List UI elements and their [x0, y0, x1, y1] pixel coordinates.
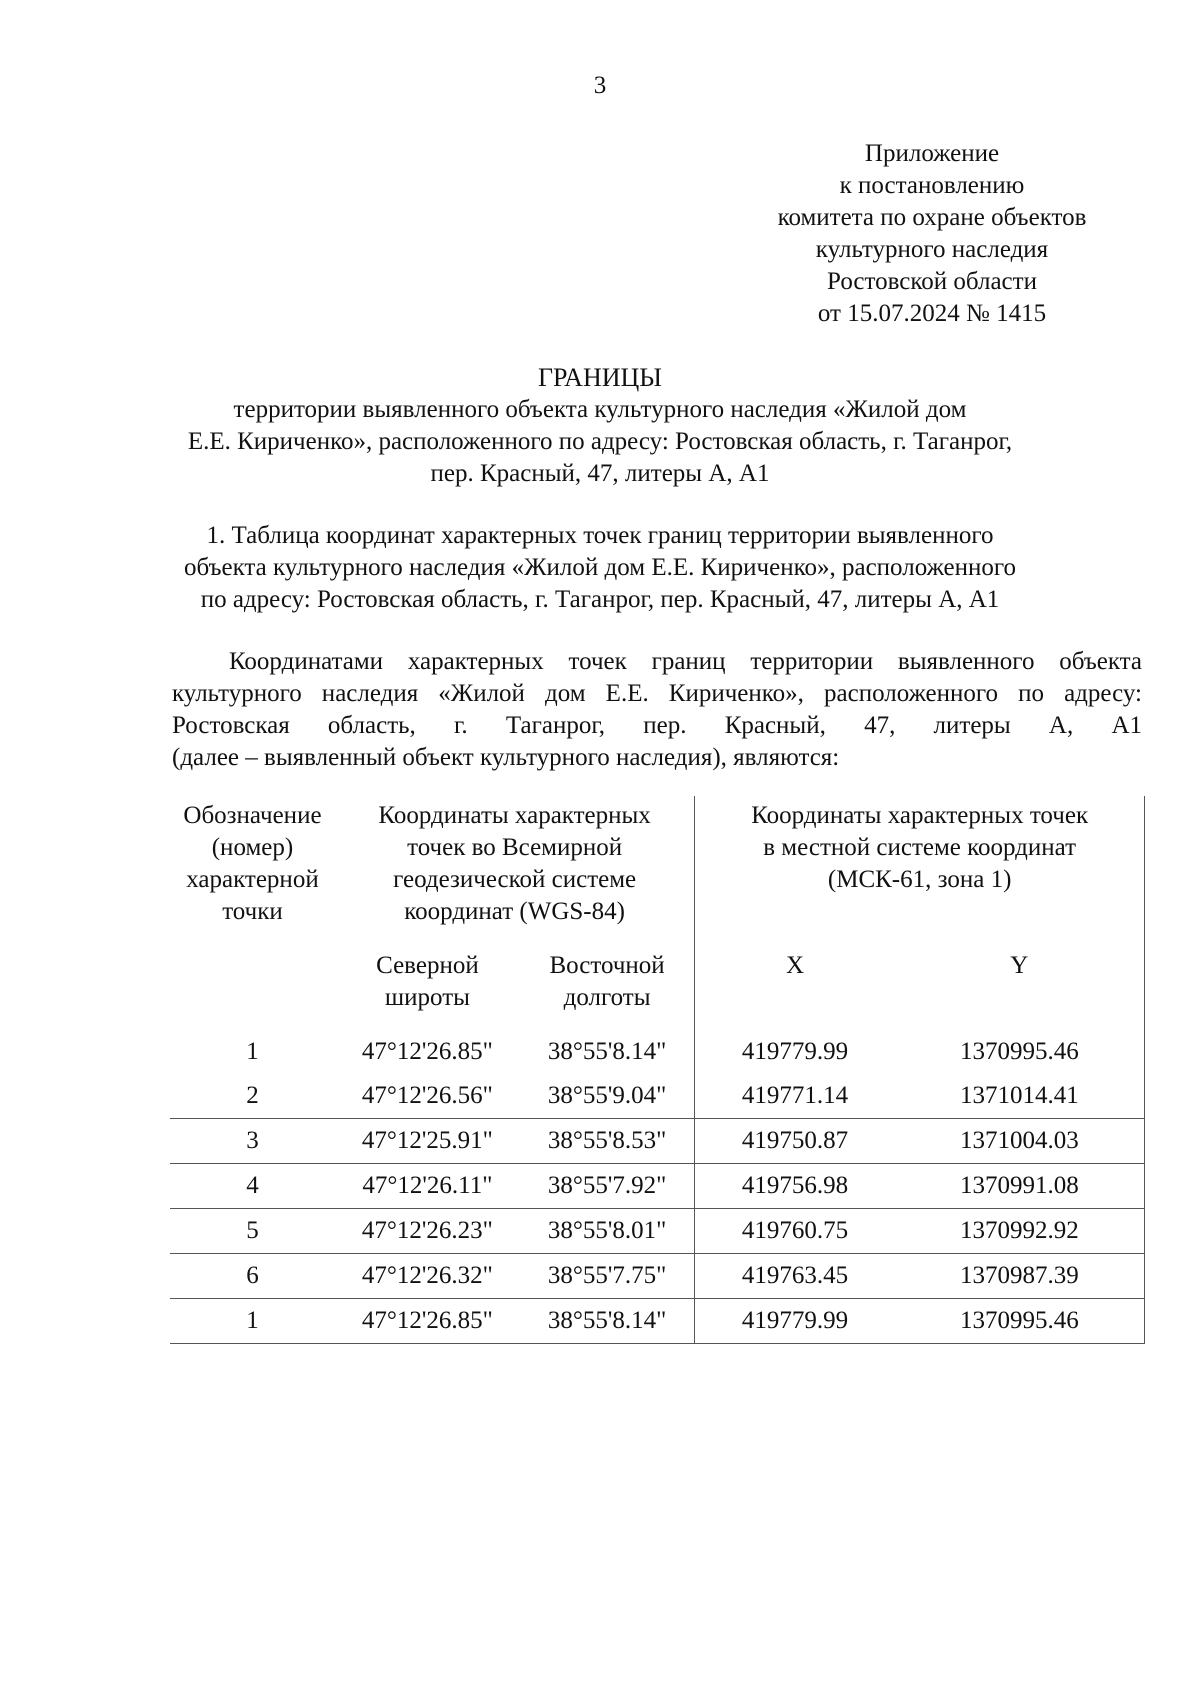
cell-y: 1370991.08 — [895, 1164, 1145, 1209]
appendix-line: Приложение — [864, 140, 1000, 167]
cell-y: 1370995.46 — [895, 1299, 1145, 1344]
cell-latitude: 47°12'25.91" — [335, 1119, 520, 1164]
cell-longitude: 38°55'8.53" — [520, 1119, 695, 1164]
table-row — [170, 1074, 1145, 1119]
cell-x: 419750.87 — [695, 1119, 895, 1164]
header-y: Y — [895, 950, 1145, 1030]
title-line: Е.Е. Кириченко», расположенного по адресу: Ростовская область, г. Таганрог, — [187, 428, 1013, 455]
appendix-line: культурного наследия — [815, 236, 1049, 263]
cell-longitude: 38°55'7.75" — [520, 1254, 695, 1299]
header-text: Координаты характерных — [378, 802, 651, 829]
header-x: X — [695, 950, 895, 1030]
paragraph-line: Ростовская область, г. Таганрог, пер. Красный, 47, литеры А, А1 — [172, 712, 1142, 739]
header-text: долготы — [563, 984, 651, 1011]
header-text: (МСК-61, зона 1) — [827, 866, 1012, 893]
header-text: характерной — [186, 866, 319, 893]
title-line: территории выявленного объекта культурного наследия «Жилой дом — [233, 396, 967, 423]
cell-point: 5 — [170, 1209, 335, 1254]
header-text: геодезической системе — [393, 866, 637, 893]
section-line: 1. Таблица координат характерных точек границ территории выявленного — [206, 522, 994, 549]
appendix-line: Ростовской области — [827, 268, 1037, 295]
table-row — [170, 1030, 1145, 1074]
cell-x: 419779.99 — [695, 1030, 895, 1074]
cell-longitude: 38°55'8.14" — [547, 1038, 667, 1065]
header-east — [520, 950, 695, 1030]
table-header-row — [170, 796, 1145, 950]
page-number: 3 — [593, 72, 607, 99]
header-text: Восточной — [549, 952, 665, 979]
header-text: Обозначение — [183, 802, 322, 829]
cell-y: 1370987.39 — [895, 1254, 1145, 1299]
header-msk — [695, 796, 1145, 950]
table-row — [170, 1209, 1145, 1254]
cell-longitude: 38°55'8.01" — [520, 1209, 695, 1254]
cell-latitude: 47°12'26.11" — [335, 1164, 520, 1209]
cell-x: 419760.75 — [695, 1209, 895, 1254]
cell-latitude: 47°12'26.23" — [335, 1209, 520, 1254]
coordinates-table — [170, 796, 1145, 1344]
appendix-line: от 15.07.2024 № 1415 — [817, 300, 1047, 327]
header-text: координат (WGS-84) — [404, 898, 625, 925]
header-point — [170, 796, 335, 950]
cell-point: 4 — [170, 1164, 335, 1209]
table-body — [170, 1030, 1145, 1344]
table-subheader-row — [170, 950, 1145, 1030]
header-text: точки — [222, 898, 283, 925]
cell-latitude: 47°12'26.56" — [335, 1074, 520, 1119]
header-text: широты — [384, 984, 470, 1011]
cell-latitude: 47°12'26.32" — [335, 1254, 520, 1299]
cell-y: 1370995.46 — [895, 1030, 1145, 1074]
title-line: пер. Красный, 47, литеры А, А1 — [430, 460, 770, 487]
cell-x: 419763.45 — [695, 1254, 895, 1299]
table-row — [170, 1164, 1145, 1209]
appendix-line: к постановлению — [839, 172, 1025, 199]
cell-point: 1 — [246, 1038, 259, 1065]
cell-longitude: 38°55'8.14" — [520, 1299, 695, 1344]
table-row — [170, 1299, 1145, 1344]
cell-x: 419771.14 — [695, 1074, 895, 1119]
cell-x: 419756.98 — [695, 1164, 895, 1209]
cell-y: 1371004.03 — [895, 1119, 1145, 1164]
section-title — [150, 520, 1050, 616]
header-text: точек во Всемирной — [407, 834, 623, 861]
header-empty — [170, 950, 335, 1030]
intro-paragraph — [172, 646, 1142, 774]
paragraph-line: Координатами характерных точек границ территории выявленного объекта — [229, 648, 1142, 675]
cell-longitude: 38°55'9.04" — [520, 1074, 695, 1119]
title-heading: ГРАНИЦЫ — [538, 363, 662, 392]
header-text: в местной системе координат — [763, 834, 1077, 861]
header-text: Координаты характерных точек — [751, 802, 1089, 829]
table-row — [170, 1119, 1145, 1164]
cell-x: 419779.99 — [695, 1299, 895, 1344]
cell-y: 1371014.41 — [895, 1074, 1145, 1119]
cell-longitude: 38°55'7.92" — [520, 1164, 695, 1209]
header-wgs — [335, 796, 695, 950]
cell-y: 1370992.92 — [895, 1209, 1145, 1254]
cell-point: 1 — [170, 1299, 335, 1344]
cell-point: 3 — [170, 1119, 335, 1164]
cell-latitude: 47°12'26.85" — [335, 1299, 520, 1344]
section-line: по адресу: Ростовская область, г. Таганрог, пер. Красный, 47, литеры А, А1 — [200, 586, 1000, 613]
header-north — [335, 950, 520, 1030]
cell-latitude: 47°12'26.85" — [361, 1038, 493, 1065]
table-row — [170, 1254, 1145, 1299]
paragraph-line: (далее – выявленный объект культурного наследия), являются: — [172, 744, 840, 771]
cell-point: 2 — [170, 1074, 335, 1119]
cell-point: 6 — [170, 1254, 335, 1299]
paragraph-line: культурного наследия «Жилой дом Е.Е. Кириченко», расположенного по адресу: — [172, 680, 1142, 707]
appendix-line: комитета по охране объектов — [777, 204, 1087, 231]
header-text: Северной — [376, 952, 479, 979]
appendix-block — [752, 138, 1112, 330]
header-text: (номер) — [211, 834, 294, 861]
document-title — [150, 362, 1050, 490]
section-line: объекта культурного наследия «Жилой дом Е.Е. Кириченко», расположенного — [183, 554, 1017, 581]
